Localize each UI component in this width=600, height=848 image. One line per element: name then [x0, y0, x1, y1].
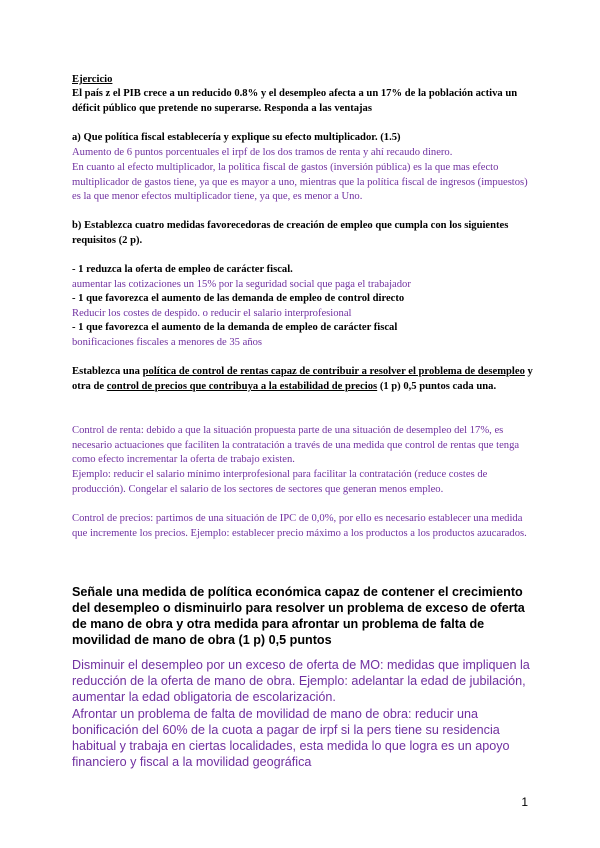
exercise-heading: Ejercicio [72, 74, 113, 85]
requirement-3: - 1 que favorezca el aumento de la demanda de empleo de carácter fiscal [72, 322, 398, 333]
question-d: Señale una medida de política económica capaz de contener el crecimiento del desempleo o disminuirlo para resolver un problema de exceso de oferta de mano de obra y otra medida para afrontar un problema de falta de movilidad de mano de obra (1 p) 0,5 puntos [72, 585, 525, 648]
exercise-intro: El país z el PIB crece a un reducido 0.8% y el desempleo afecta a un 17% de la población activa un déficit público que pretende no superarse. Responda a las ventajas [72, 88, 518, 114]
requirement-1: - 1 reduzca la oferta de empleo de carácter fiscal. [72, 264, 293, 275]
price-control-answer: Control de precios: partimos de una situación de IPC de 0,0%, por ello es necesario establecer una medida que incremente los precios. Ejemplo: establecer precio máximo a los productos a los productos azucarados. [72, 513, 527, 539]
question-c: Establezca una política de control de rentas capaz de contribuir a resolver el problema de desempleo y otra de control de precios que contribuya a la estabilidad de precios (1 p) 0,5 puntos cada una. [72, 366, 533, 392]
measure-2: Reducir los costes de despido. o reducir el salario interprofesional [72, 308, 352, 319]
question-a: a) Que política fiscal establecería y explique su efecto multiplicador. (1.5) [72, 132, 401, 143]
answer-d-2: Afrontar un problema de falta de movilidad de mano de obra: reducir una bonificación del 60% de la cuota a pagar de irpf si la pers tiene su residencia habitual y trabaja en ciertas localidades, esta medida lo que logra es un apoyo financiero y fiscal a la movilidad geográfica [72, 707, 510, 770]
income-control-answer: Control de renta: debido a que la situación propuesta parte de una situación de desempleo del 17%, es necesario actuaciones que faciliten la contratación a través de una medida que control de rentas que tenga como efecto incrementar la oferta de trabajo existen. [72, 425, 520, 466]
measure-3: bonificaciones fiscales a menores de 35 años [72, 337, 263, 348]
income-control-example: Ejemplo: reducir el salario mínimo interprofesional para facilitar la contratación (reduce costes de producción). Congelar el salario de los sectores de sectores que generan menos empleo. [72, 469, 488, 495]
requirement-2: - 1 que favorezca el aumento de las demanda de empleo de control directo [72, 293, 405, 304]
answer-a-2: En cuanto al efecto multiplicador, la política fiscal de gastos (inversión pública) es la que mas efecto multiplicador de gastos tiene, ya que es mayor a uno, mientras que la política fiscal de ingresos (impuestos) es la que menor efectos multiplicador tiene, ya que, es menor a Uno. [72, 162, 528, 203]
answer-d-1: Disminuir el desempleo por un exceso de oferta de MO: medidas que impliquen la reducción de la oferta de mano de obra. Ejemplo: adelantar la edad de jubilación, aumentar la edad obligatoria de escolarización. [72, 658, 530, 705]
measure-1: aumentar las cotizaciones un 15% por la seguridad social que paga el trabajador [72, 279, 411, 290]
page-number: 1 [521, 795, 528, 809]
question-b: b) Establezca cuatro medidas favorecedoras de creación de empleo que cumpla con los siguientes requisitos (2 p). [72, 220, 509, 246]
answer-a-1: Aumento de 6 puntos porcentuales el irpf de los dos tramos de renta y ahí recaudo dinero. [72, 147, 453, 158]
